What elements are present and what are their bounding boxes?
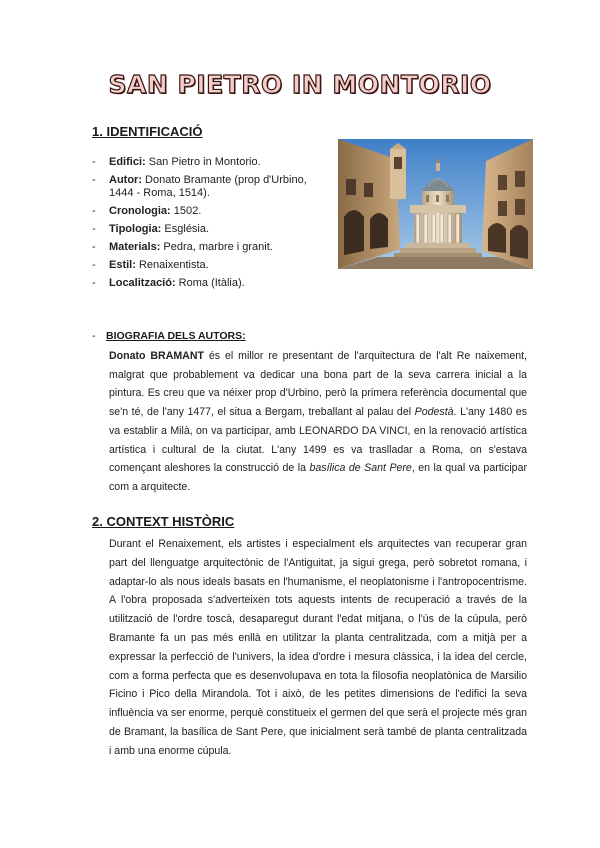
biografia-text-2: . L'any 1480 es va establir a Milà, on va participar, amb LEONARDO DA VINCI, en la renovació artística artística i cultural de la ciutat. L'any 1499 es va traslladar a Roma, on s'estava començant aleshores la construcció de la xyxy=(109,406,527,475)
author-name: Donato BRAMANT xyxy=(109,350,204,362)
list-item xyxy=(92,241,332,254)
bullet-dash: - xyxy=(92,330,96,342)
item-value: San Pietro in Montorio. xyxy=(145,156,261,168)
section-heading-identificacio: 1. IDENTIFICACIÓ xyxy=(92,124,203,139)
item-value: Renaixentista. xyxy=(135,259,209,271)
item-label: Estil: xyxy=(109,259,136,271)
list-item xyxy=(92,156,332,169)
tempietto-photo xyxy=(338,139,533,269)
item-label: Cronologia: xyxy=(109,205,171,217)
biografia-text-3: , en la qual va participar com a arquitecte. xyxy=(109,462,527,493)
section-heading-biografia xyxy=(92,330,246,342)
biografia-paragraph xyxy=(109,347,527,497)
identification-list xyxy=(92,156,332,295)
item-label: Edifici: xyxy=(109,156,146,168)
item-value: Pedra, marbre i granit. xyxy=(160,241,273,253)
list-item xyxy=(92,277,332,290)
item-label: Tipologia: xyxy=(109,223,162,235)
item-value: 1502. xyxy=(170,205,202,217)
biografia-text-1: és el millor re presentant de l'arquitectura de l'alt Re naixement, malgrat que probablement va dedicar una bona part de la seva carrera inicial a la pintura. Es creu que va néixer prop d'Urbino, però la primera referència documental que se'n té, de l'any 1477, el situa a Bergam, treballant al palau del xyxy=(109,350,527,419)
context-paragraph: Durant el Renaixement, els artistes i especialment els arquitectes van recuperar gran part del llenguatge arquitectònic de l'Antiguitat, ja sigui grega, però sobretot romana, i adaptar-lo als nous ideals basats en l'humanisme, el neoplatonisme i l'antropocentrisme. A l'obra proposada s'adverteixen tots aquests intents de recuperació a través de la utilització de l'ordre toscà, desaparegut durant l'edat mitjana, o l'ús de la cúpula, però Bramante fa un pas més enllà en utilitzar la planta centralitzada, com a mitjà per a expressar la perfecció de l'univers, la idea d'ordre i mesura clàssica, i la idea del cercle, com a forma perfecta que es desenvolupava en tota la filosofia neoplatònica de Marsilio Ficino i Pico della Mirandola. Tot i això, de les petites dimensions de l'edifici la seva influència va ser enorme, perquè constitueix el germen del que serà el projecte més gran de Bramant, la basílica de Sant Pere, que inicialment serà també de planta centralitzada i amb una enorme cúpula. xyxy=(109,538,527,757)
list-item xyxy=(92,174,332,200)
biografia-heading-text: BIOGRAFIA DELS AUTORS: xyxy=(106,330,246,342)
item-label: Materials: xyxy=(109,241,161,253)
item-label: Autor: xyxy=(109,174,142,186)
item-label: Localització: xyxy=(109,277,176,289)
item-value: Donato Bramante (prop d'Urbino, 1444 - Roma, 1514). xyxy=(109,174,307,199)
item-value: Església. xyxy=(161,223,210,235)
list-item xyxy=(92,205,332,218)
item-value: Roma (Itàlia). xyxy=(175,277,245,289)
section-heading-context: 2. CONTEXT HISTÒRIC xyxy=(92,514,235,529)
biografia-italic-1: Podestà xyxy=(414,406,454,419)
list-item xyxy=(92,259,332,272)
list-item xyxy=(92,223,332,236)
document-title: SAN PIETRO IN MONTORIO xyxy=(108,70,492,99)
biografia-italic-2: basílica de Sant Pere xyxy=(309,462,412,475)
